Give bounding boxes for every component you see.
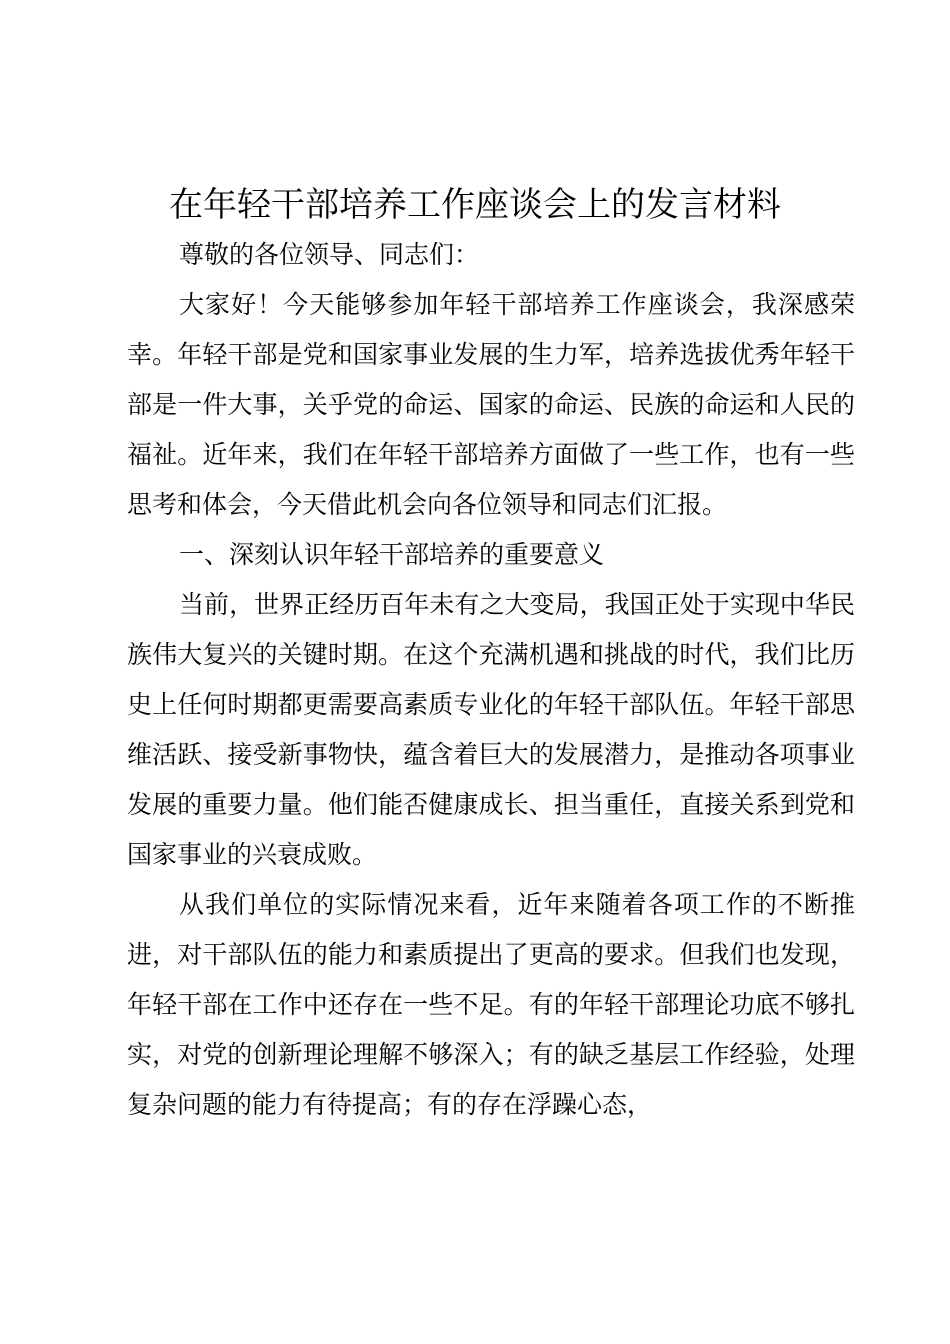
document-title: 在年轻干部培养工作座谈会上的发言材料 (169, 185, 781, 225)
section-1-paragraph-2: 从我们单位的实际情况来看，近年来随着各项工作的不断推进，对干部队伍的能力和素质提出了更高的要求。但我们也发现，年轻干部在工作中还存在一些不足。有的年轻干部理论功底不够扎实，对党的创新理论理解不够深入；有的缺乏基层工作经验，处理复杂问题的能力有待提高；有的存在浮躁心态， (127, 890, 855, 1119)
salutation: 尊敬的各位领导、同志们： (179, 240, 480, 269)
section-heading-1: 一、深刻认识年轻干部培养的重要意义 (179, 540, 605, 569)
opening-paragraph: 大家好！今天能够参加年轻干部培养工作座谈会，我深感荣幸。年轻干部是党和国家事业发展的生力军，培养选拔优秀年轻干部是一件大事，关乎党的命运、国家的命运、民族的命运和人民的福祉。近年来，我们在年轻干部培养方面做了一些工作，也有一些思考和体会，今天借此机会向各位领导和同志们汇报。 (127, 290, 855, 519)
document-body (127, 230, 855, 1130)
section-1-paragraph-1: 当前，世界正经历百年未有之大变局，我国正处于实现中华民族伟大复兴的关键时期。在这个充满机遇和挑战的时代，我们比历史上任何时期都更需要高素质专业化的年轻干部队伍。年轻干部思维活跃、接受新事物快，蕴含着巨大的发展潜力，是推动各项事业发展的重要力量。他们能否健康成长、担当重任，直接关系到党和国家事业的兴衰成败。 (127, 590, 855, 869)
